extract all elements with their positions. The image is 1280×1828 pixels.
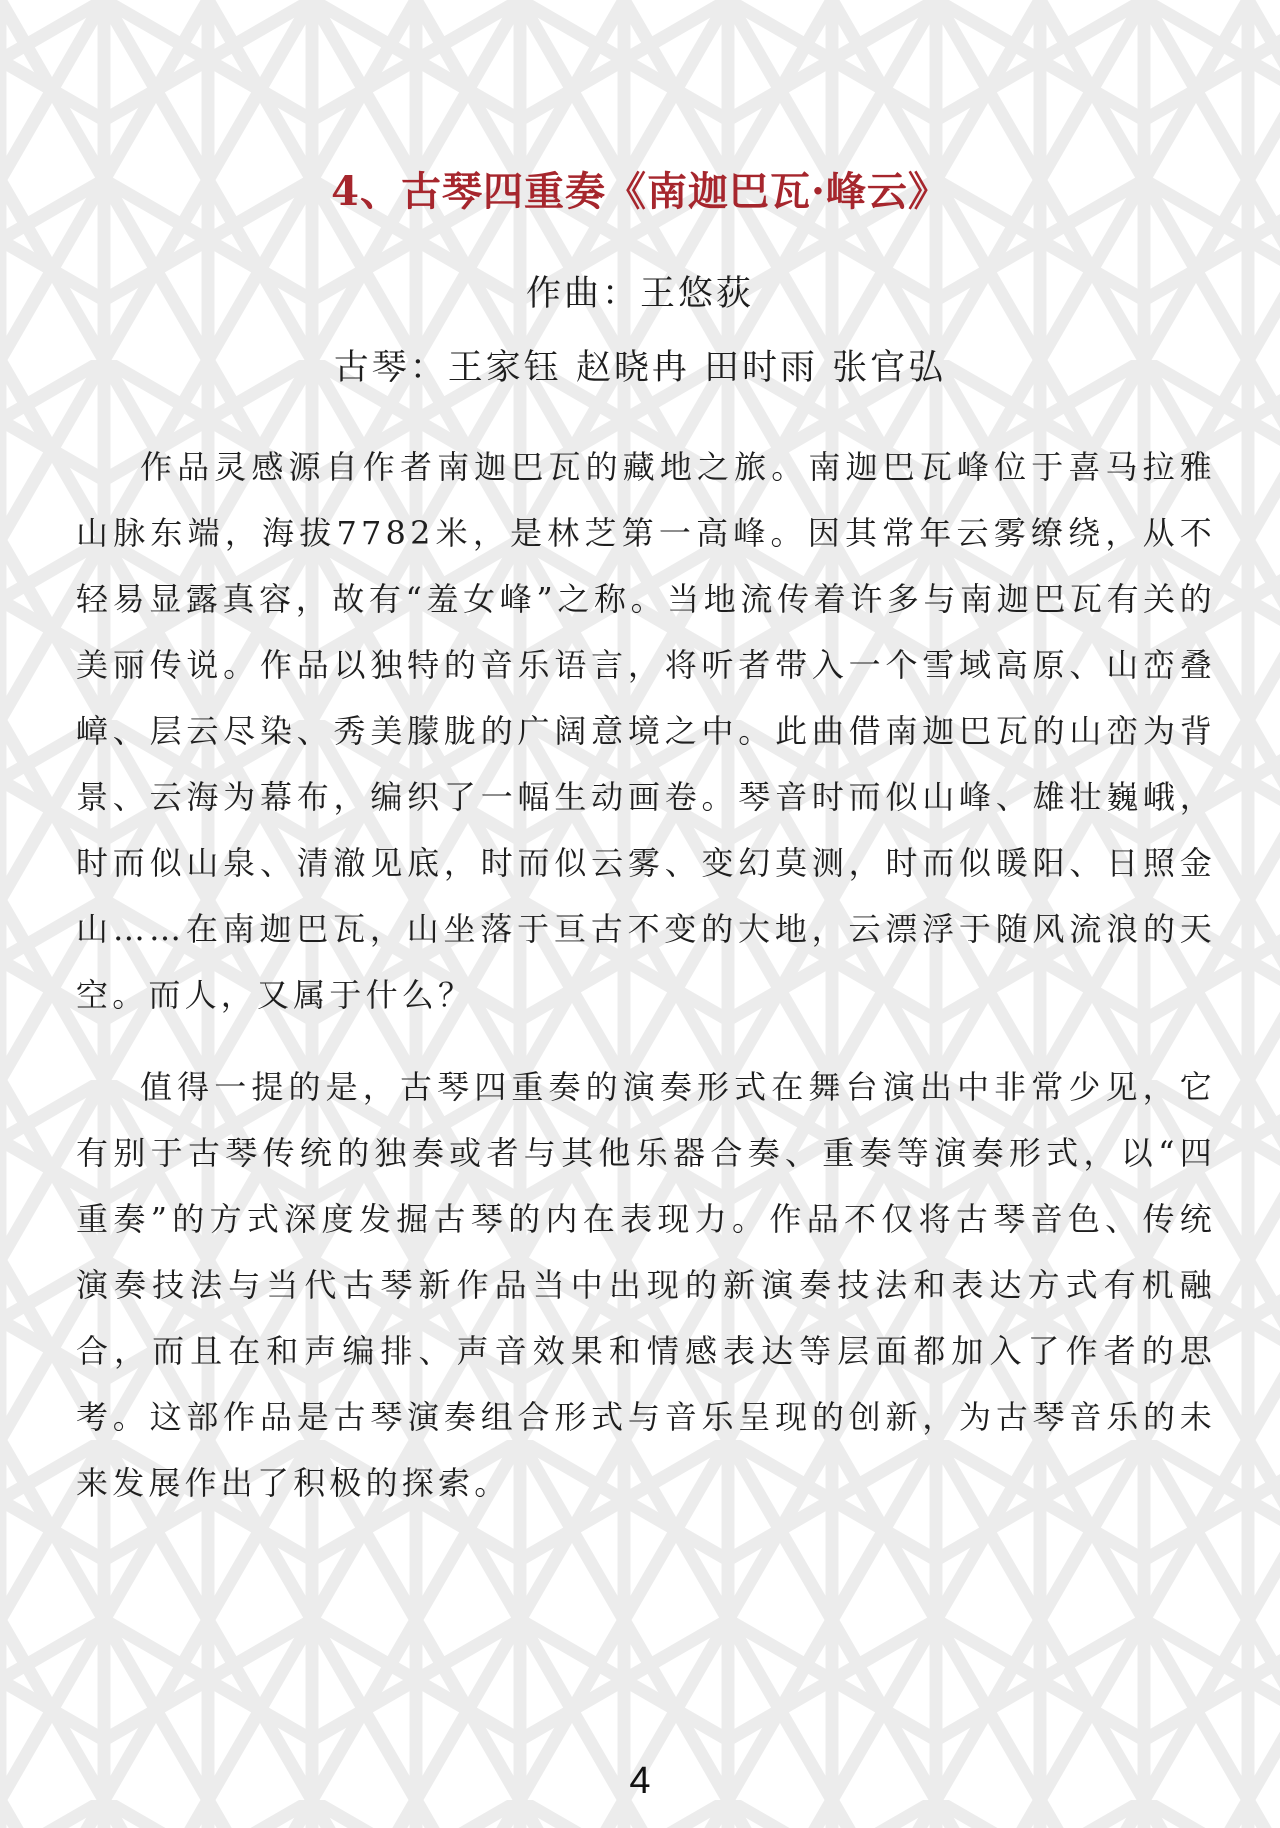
piece-title: 4、古琴四重奏《南迦巴瓦·峰云》: [331, 168, 949, 215]
composer-credit: 作曲：王悠荻: [525, 274, 754, 314]
body-paragraph: 值得一提的是，古琴四重奏的演奏形式在舞台演出中非常少见，它有别于古琴传统的独奏或者与其他乐器合奏、重奏等演奏形式，以“四重奏”的方式深度发掘古琴的内在表现力。作品不仅将古琴音色、传统演奏技法与当代古琴新作品当中出现的新演奏技法和表达方式有机融合，而且在和声编排、声音效果和情感表达等层面都加入了作者的思考。这部作品是古琴演奏组合形式与音乐呈现的创新，为古琴音乐的未来发展作出了积极的探索。: [76, 1068, 1216, 1502]
page-number: 4: [629, 1760, 651, 1802]
body-paragraph: 作品灵感源自作者南迦巴瓦的藏地之旅。南迦巴瓦峰位于喜马拉雅山脉东端，海拔7782米，是林芝第一高峰。因其常年云雾缭绕，从不轻易显露真容，故有“羞女峰”之称。当地流传着许多与南迦巴瓦有关的美丽传说。作品以独特的音乐语言，将听者带入一个雪域高原、山峦叠嶂、层云尽染、秀美朦胧的广阔意境之中。此曲借南迦巴瓦的山峦为背景、云海为幕布，编织了一幅生动画卷。琴音时而似山峰、雄壮巍峨，时而似山泉、清澈见底，时而似云雾、变幻莫测，时而似暖阳、日照金山……在南迦巴瓦，山坐落于亘古不变的大地，云漂浮于随风流浪的天空。而人，又属于什么？: [76, 448, 1216, 1014]
performers-credit: 古琴：王家钰 赵晓冉 田时雨 张官弘: [333, 348, 947, 388]
